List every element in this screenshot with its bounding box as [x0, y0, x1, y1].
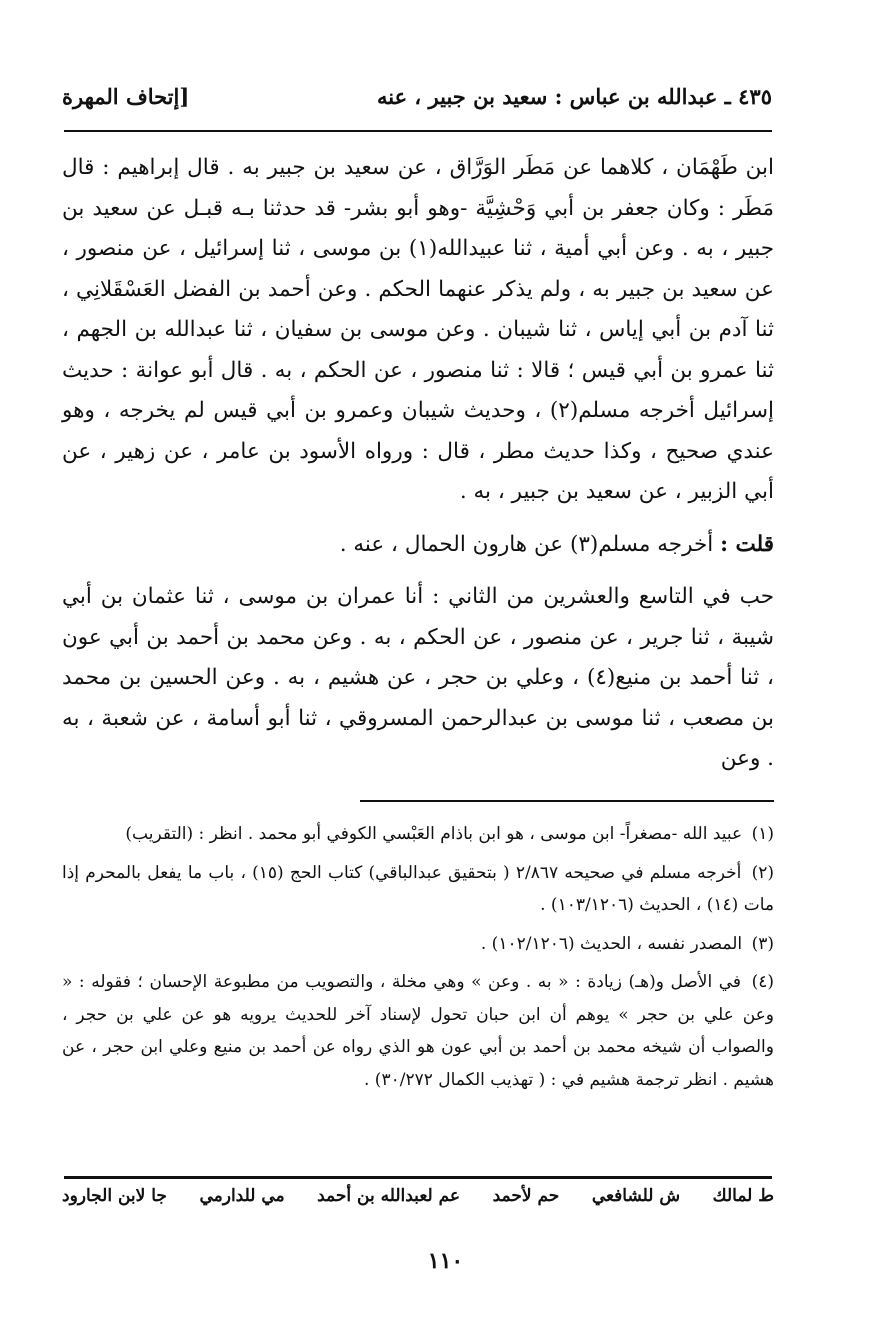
footnote-text: عبيد الله -مصغراً- ابن موسى ، هو ابن باذام العَبْسي الكوفي أبو محمد . انظر : (التقريب)	[125, 824, 743, 844]
footnote-number: (٣)	[751, 933, 774, 954]
abbrev-item: مي للدارمي	[199, 1186, 285, 1206]
running-title: ٤٣٥ ـ عبدالله بن عباس : سعيد بن جبير ، عنه	[377, 84, 772, 109]
abbrev-item: ط لمالك	[712, 1186, 774, 1206]
footnotes	[62, 818, 774, 1102]
abbrev-item: عم لعبدالله بن أحمد	[317, 1186, 461, 1206]
paragraph-2	[62, 525, 774, 566]
paragraph-1: ابن طَهْمَان ، كلاهما عن مَطَر الوَرَّاق ، عن سعيد بن جبير به . قال إبراهيم : قال مَطَر : وكان جعفر بن أبي وَحْشِيَّة -وهو أبو بشر- قد حدثنا بـه قبـل عن سعيد بن جبير ، به . وعن أبي أمية ، ثنا عبيدالله(١) بن موسى ، ثنا إسرائيل ، عن منصور ، عن سعيد بن جبير به ، ولم يذكر عنهما الحكم . وعن أحمد بن الفضل العَسْقَلانِي ، ثنا آدم بن أبي إياس ، ثنا شيبان . وعن موسى بن سفيان ، ثنا عبدالله بن الجهم ، ثنا عمرو بن أبي قيس ؛ قالا : ثنا منصور ، عن الحكم ، به . قال أبو عوانة : حديث إسرائيل أخرجه مسلم(٢) ، وحديث شيبان وعمرو بن أبي قيس لم يخرجه ، وهو عندي صحيح ، وكذا حديث مطر ، قال : ورواه الأسود بن عامر ، عن زهير ، عن أبي الزبير ، عن سعيد بن جبير ، به .	[62, 155, 774, 504]
footnote-text: المصدر نفسه ، الحديث (١٠٢/١٢٠٦) .	[480, 933, 743, 954]
header-rule	[64, 130, 772, 132]
footnote-3	[62, 928, 774, 961]
main-text	[62, 148, 774, 780]
footnote-text: في الأصل و(هـ) زيادة : « به . وعن » وهي مخلة ، والتصويب من مطبوعة الإحسان ؛ فقوله : « وعن علي بن حجر » يوهم أن ابن حبان تحول لإسناد آخر للحديث يرويه هو عن علي بن حجر ، والصواب أن شيخه محمد بن أحمد بن أبي عون هو الذي رواه عن أحمد بن منيع وعلي ابن حجر ، عن هشيم . انظر ترجمة هشيم في : ( تهذيب الكمال ٣٠/٢٧٢) .	[62, 972, 774, 1090]
footnote-number: (١)	[751, 824, 774, 844]
page-header	[62, 84, 772, 120]
paragraph-2-text: أخرجه مسلم(٣) عن هارون الحمال ، عنه .	[339, 531, 714, 557]
page-number: ١١٠	[427, 1248, 464, 1274]
footnote-4	[62, 966, 774, 1096]
footnote-2	[62, 857, 774, 922]
abbrev-item: ش للشافعي	[591, 1186, 681, 1206]
paragraph-3: حب في التاسع والعشرين من الثاني : أنا عمران بن موسى ، ثنا عثمان بن أبي شيبة ، ثنا جرير ، عن منصور ، عن الحكم ، به . وعن محمد بن أحمد بن أبي عون ، ثنا أحمد بن منيع(٤) ، وعلي بن حجر ، عن هشيم ، به . وعن الحسين بن محمد بن مصعب ، ثنا موسى بن عبدالرحمن المسروقي ، ثنا أبو أسامة ، عن شعبة ، به . وعن	[62, 584, 774, 771]
footnote-1	[62, 818, 774, 851]
footnote-text: أخرجه مسلم في صحيحه ٢/٨٦٧ ( بتحقيق عبدالباقي) كتاب الحج (١٥) ، باب ما يفعل بالمحرم إذا مات (١٤) ، الحديث (١٠٣/١٢٠٦) .	[62, 862, 774, 915]
abbreviation-key	[62, 1186, 774, 1218]
note-label: قلت :	[720, 531, 774, 557]
book-name: [إتحاف المهرة	[62, 84, 190, 109]
abbreviation-rule	[64, 1176, 772, 1179]
footnote-separator	[360, 800, 774, 802]
footnote-number: (٢)	[751, 862, 774, 883]
abbrev-item: جا لابن الجارود	[62, 1186, 167, 1206]
abbrev-item: حم لأحمد	[492, 1186, 560, 1206]
footnote-number: (٤)	[751, 972, 774, 992]
